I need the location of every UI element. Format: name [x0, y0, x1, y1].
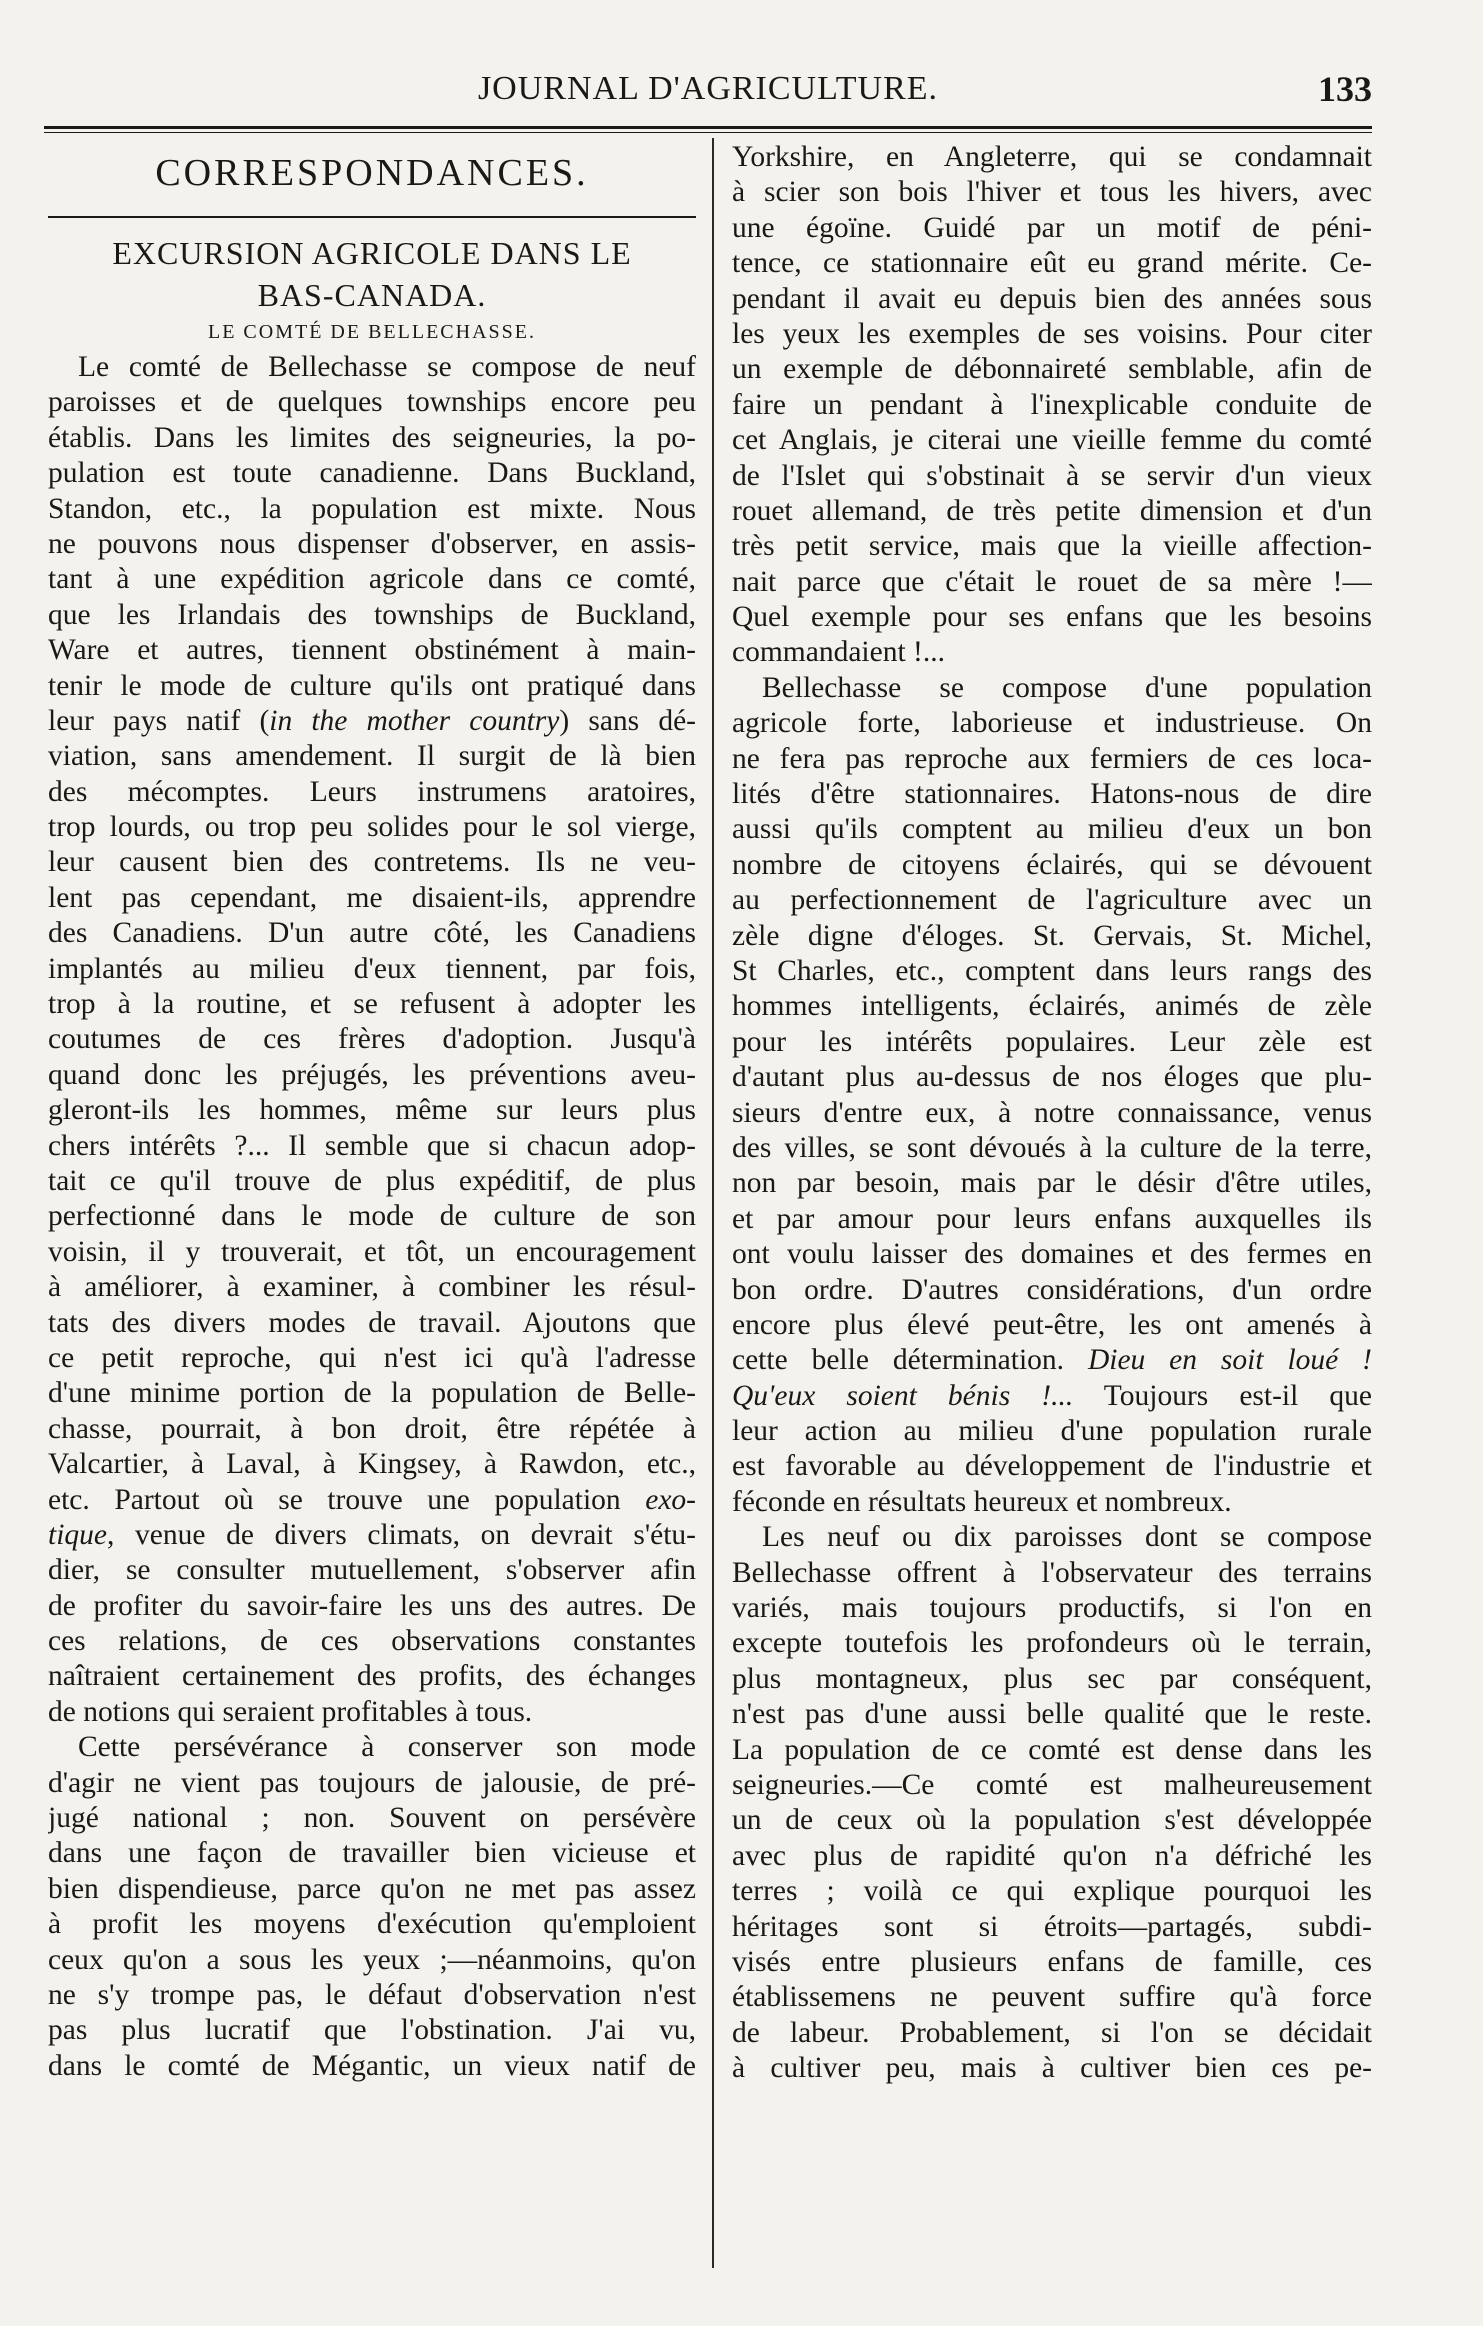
text-line: au perfectionnement de l'agriculture avec un: [732, 884, 1372, 917]
running-head: [44, 60, 1372, 120]
text-line: des Canadiens. D'un autre côté, les Canadiens: [48, 917, 696, 950]
text-line: nait parce que c'était le rouet de sa mère !—: [732, 565, 1372, 598]
text-line: Ware et autres, tiennent obstinément à main-: [48, 634, 696, 667]
text-line: Standon, etc., la population est mixte. Nous: [48, 492, 696, 525]
text-line: zèle digne d'éloges. St. Gervais, St. Michel,: [732, 919, 1372, 952]
journal-title: JOURNAL D'AGRICULTURE.: [477, 70, 939, 107]
text-line: bien dispendieuse, parce qu'on ne met pas assez: [48, 1872, 696, 1905]
text-line: terres ; voilà ce qui explique pourquoi les: [732, 1875, 1372, 1908]
text-line: ce petit reproche, qui n'est ici qu'à l'adresse: [48, 1341, 696, 1374]
text-line: lités d'être stationnaires. Hatons-nous de dire: [732, 778, 1372, 811]
page-number: 133: [1318, 69, 1372, 109]
text-line: n'est pas d'une aussi belle qualité que le reste.: [732, 1698, 1372, 1731]
text-line: très petit service, mais que la vieille affection-: [732, 530, 1372, 563]
text-line: des mécomptes. Leurs instrumens aratoires,: [48, 775, 696, 808]
article-subtitle: LE COMTÉ DE BELLECHASSE.: [208, 321, 536, 343]
text-line: naîtraient certainement des profits, des échanges: [48, 1660, 696, 1693]
text-line: coutumes de ces frères d'adoption. Jusqu'à: [48, 1023, 696, 1056]
text-line: dans une façon de travailler bien vicieuse et: [48, 1837, 696, 1870]
text-line: bon ordre. D'autres considérations, d'un ordre: [732, 1273, 1372, 1306]
text-line: plus montagneux, plus sec par conséquent,: [732, 1662, 1372, 1695]
text-line: à profit les moyens d'exécution qu'emploient: [48, 1908, 696, 1941]
text-line: Cette persévérance à conserver son mode: [78, 1731, 696, 1764]
text-line: encore plus élevé peut-être, les ont amenés à: [732, 1308, 1372, 1341]
text-line: Les neuf ou dix paroisses dont se compose: [762, 1521, 1372, 1554]
text-line: seigneuries.—Ce comté est malheureusement: [732, 1768, 1372, 1801]
text-line: tats des divers modes de travail. Ajoutons que: [48, 1306, 696, 1339]
text-line: excepte toutefois les profondeurs où le terrain,: [732, 1627, 1372, 1660]
italic-run: in the mother country: [269, 704, 560, 737]
text-line: ceux qu'on a sous les yeux ;—néanmoins, qu'on: [48, 1943, 696, 1976]
text-line: sieurs d'entre eux, à notre connaissance, venus: [732, 1096, 1372, 1129]
text-line-mixed: [732, 1343, 1372, 1378]
text-line: dier, se consulter mutuellement, s'observer afin: [48, 1554, 696, 1587]
text-line: rouet allemand, de très petite dimension et d'un: [732, 494, 1372, 527]
text-line: faire un pendant à l'inexplicable conduite de: [732, 388, 1372, 421]
text-line: viation, sans amendement. Il surgit de là bien: [48, 740, 696, 773]
text-run: , venue de divers climats, on devrait s'étu-: [107, 1518, 696, 1551]
article-title-line-1: EXCURSION AGRICOLE DANS LE: [112, 235, 632, 271]
text-line: de labeur. Probablement, si l'on se décidait: [732, 2016, 1372, 2049]
text-line: gleront-ils les hommes, même sur leurs plus: [48, 1094, 696, 1127]
italic-run: tique: [48, 1518, 107, 1551]
text-line: quand donc les préjugés, les préventions aveu-: [48, 1058, 696, 1091]
text-line: ne fera pas reproche aux fermiers de ces loca-: [732, 742, 1372, 775]
text-line: hommes intelligents, éclairés, animés de zèle: [732, 990, 1372, 1023]
text-line: pendant il avait eu depuis bien des années sous: [732, 282, 1372, 315]
text-line: un de ceux où la population s'est développée: [732, 1804, 1372, 1837]
text-line: trop lourds, ou trop peu solides pour le sol vierge,: [48, 811, 696, 844]
text-line: agricole forte, laborieuse et industrieuse. On: [732, 707, 1372, 740]
text-line: jugé national ; non. Souvent on persévère: [48, 1802, 696, 1835]
text-line: perfectionné dans le mode de culture de son: [48, 1200, 696, 1233]
text-line: visés entre plusieurs enfans de famille, ces: [732, 1945, 1372, 1978]
italic-run: Dieu en soit loué !: [1087, 1344, 1372, 1377]
text-line: une égoïne. Guidé par un motif de péni-: [732, 211, 1372, 244]
text-line: aussi qu'ils comptent au milieu d'eux un bon: [732, 813, 1372, 846]
text-line: et par amour pour leurs enfans auxquelles ils: [732, 1202, 1372, 1235]
text-line: Yorkshire, en Angleterre, qui se condamnait: [732, 141, 1372, 173]
text-line: non par besoin, mais par le désir d'être utiles,: [732, 1167, 1372, 1200]
text-line: chers intérêts ?... Il semble que si chacun adop-: [48, 1129, 696, 1162]
text-line: dans le comté de Mégantic, un vieux natif de: [48, 2049, 696, 2082]
text-line: tait ce qu'il trouve de plus expéditif, de plus: [48, 1164, 696, 1197]
text-line: cet Anglais, je citerai une vieille femme du comté: [732, 424, 1372, 457]
text-line: tence, ce stationnaire eût eu grand mérite. Ce-: [732, 247, 1372, 280]
text-line: établissemens ne peuvent suffire qu'à force: [732, 1981, 1372, 2014]
text-line: Valcartier, à Laval, à Kingsey, à Rawdon, etc.,: [48, 1448, 696, 1481]
text-line: tenir le mode de culture qu'ils ont pratiqué dans: [48, 669, 696, 702]
text-line-mixed: [48, 1483, 696, 1518]
header-rule: [44, 126, 1372, 129]
italic-run: Qu'eux soient bénis !...: [732, 1379, 1074, 1412]
text-line: à cultiver peu, mais à cultiver bien ces pe-: [732, 2052, 1372, 2085]
text-line: leur causent bien des contretems. Ils ne veu-: [48, 846, 696, 879]
text-line: de notions qui seraient profitables à tous.: [48, 1695, 533, 1728]
text-line: ne pouvons nous dispenser d'observer, en assis-: [48, 527, 696, 560]
text-line: pulation est toute canadienne. Dans Buckland,: [48, 457, 696, 490]
text-line: ont voulu laisser des domaines et des fermes en: [732, 1238, 1372, 1271]
text-run: Toujours est-il que: [1073, 1379, 1372, 1412]
text-line: implantés au milieu d'eux tiennent, par fois,: [48, 952, 696, 985]
text-line: avec plus de rapidité qu'on n'a défriché les: [732, 1839, 1372, 1872]
text-line: Bellechasse offrent à l'observateur des terrains: [732, 1556, 1372, 1589]
italic-run: exo-: [645, 1483, 696, 1516]
text-line: commandaient !...: [732, 636, 945, 669]
left-column: [48, 140, 696, 2084]
text-line: St Charles, etc., comptent dans leurs rangs des: [732, 954, 1372, 987]
text-line: de profiter du savoir-faire les uns des autres. De: [48, 1589, 696, 1622]
text-line: Le comté de Bellechasse se compose de neuf: [78, 351, 696, 383]
text-line: Quel exemple pour ses enfans que les besoins: [732, 601, 1372, 634]
right-column: [732, 140, 1372, 2086]
text-line-mixed: [732, 1379, 1372, 1414]
text-line: est favorable au développement de l'industrie et: [732, 1450, 1372, 1483]
text-line: ne s'y trompe pas, le défaut d'observation n'est: [48, 1978, 696, 2011]
text-line: variés, mais toujours productifs, si l'on en: [732, 1592, 1372, 1625]
text-line: de l'Islet qui s'obstinait à se servir d'un vieux: [732, 459, 1372, 492]
text-run: leur pays natif (: [48, 704, 270, 737]
text-line: nombre de citoyens éclairés, qui se dévouent: [732, 848, 1372, 881]
header-rule-thin: [44, 132, 1372, 133]
text-line: un exemple de débonnaireté semblable, afin de: [732, 353, 1372, 386]
text-line: les yeux les exemples de ses voisins. Pour citer: [732, 317, 1372, 350]
text-line: à scier son bois l'hiver et tous les hivers, avec: [732, 176, 1372, 209]
text-line: féconde en résultats heureux et nombreux.: [732, 1485, 1232, 1518]
text-line: héritages sont si étroits—partagés, subdi-: [732, 1910, 1372, 1943]
text-line: Bellechasse se compose d'une population: [762, 671, 1372, 704]
text-line: tant à une expédition agricole dans ce comté,: [48, 563, 696, 596]
text-line: ces relations, de ces observations constantes: [48, 1625, 696, 1658]
text-line: leur action au milieu d'une population rurale: [732, 1415, 1372, 1448]
text-line: voisin, il y trouverait, et tôt, un encouragement: [48, 1235, 696, 1268]
text-line: établis. Dans les limites des seigneuries, la po-: [48, 421, 696, 454]
text-line: La population de ce comté est dense dans les: [732, 1733, 1372, 1766]
text-line: pas plus lucratif que l'obstination. J'ai vu,: [48, 2014, 696, 2047]
text-line: pour les intérêts populaires. Leur zèle est: [732, 1025, 1372, 1058]
text-line: chasse, pourrait, à bon droit, être répétée à: [48, 1412, 696, 1445]
text-line: que les Irlandais des townships de Buckland,: [48, 598, 696, 631]
text-line: des villes, se sont dévoués à la culture de la terre,: [732, 1131, 1372, 1164]
text-line: trop à la routine, et se refusent à adopter les: [48, 988, 696, 1021]
text-line: d'une minime portion de la population de Belle-: [48, 1377, 696, 1410]
section-heading-rule: [48, 216, 696, 218]
section-heading: CORRESPONDANCES.: [155, 152, 589, 194]
text-line: d'autant plus au-dessus de nos éloges que plu-: [732, 1061, 1372, 1094]
text-line: à améliorer, à examiner, à combiner les résul-: [48, 1271, 696, 1304]
text-line: lent pas cependant, me disaient-ils, apprendre: [48, 881, 696, 914]
text-run: cette belle détermination.: [732, 1344, 1088, 1377]
article-title-line-2: BAS-CANADA.: [257, 277, 487, 313]
text-line: paroisses et de quelques townships encore peu: [48, 386, 696, 419]
text-line: d'agir ne vient pas toujours de jalousie, de pré-: [48, 1766, 696, 1799]
text-run: ) sans dé-: [559, 704, 696, 737]
text-run: etc. Partout où se trouve une population: [48, 1483, 646, 1516]
text-line-mixed: [48, 704, 696, 739]
text-line-mixed: [48, 1518, 696, 1553]
column-divider: [712, 138, 714, 2268]
